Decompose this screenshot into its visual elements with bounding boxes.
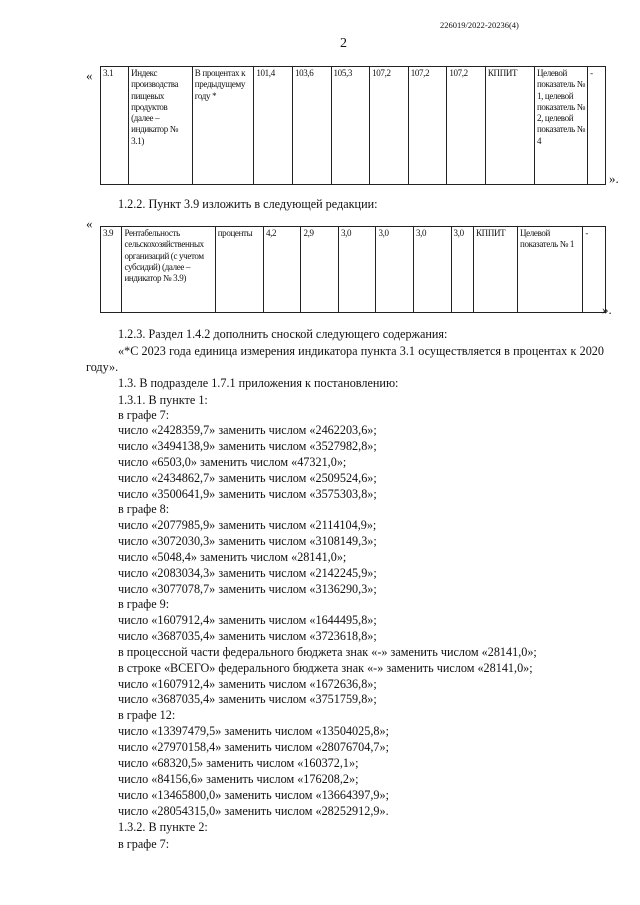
cell-last: - — [588, 67, 606, 185]
indicator-table-3-9 — [100, 226, 606, 313]
amendment-line: число «5048,4» заменить числом «28141,0»; — [118, 550, 347, 564]
cell-value: 2,9 — [301, 227, 339, 313]
paragraph-1-2-2: 1.2.2. Пункт 3.9 изложить в следующей редакции: — [118, 197, 378, 211]
amendment-line: число «84156,6» заменить числом «176208,2»; — [118, 772, 359, 786]
cell-num: 3.9 — [101, 227, 122, 313]
amendment-line: число «6503,0» заменить числом «47321,0»; — [118, 455, 347, 469]
table-row — [101, 67, 606, 185]
amendment-line: в графе 12: — [118, 708, 176, 722]
amendment-line: число «13397479,5» заменить числом «13504025,8»; — [118, 724, 389, 738]
cell-value: 101,4 — [254, 67, 293, 185]
table2-close-quote: ». — [602, 302, 612, 317]
cell-value: 107,2 — [447, 67, 486, 185]
indicator-table-3-1 — [100, 66, 606, 185]
amendment-line: 1.3.2. В пункте 2: — [118, 820, 208, 834]
amendment-line: число «2083034,3» заменить числом «2142245,9»; — [118, 566, 377, 580]
cell-executor: КППИТ — [474, 227, 518, 313]
amendment-line: в строке «ВСЕГО» федерального бюджета знак «-» заменить числом «28141,0»; — [118, 661, 533, 675]
table2-open-quote: « — [86, 216, 93, 231]
amendment-line: в графе 9: — [118, 597, 170, 611]
cell-indicator-name: Рентабельность сельскохозяйственных организаций (с учетом субсидий) (далее – индикатор № 3.9) — [122, 227, 215, 313]
cell-unit: В процентах к предыдущему году * — [192, 67, 254, 185]
amendment-line: число «2434862,7» заменить числом «2509524,6»; — [118, 471, 377, 485]
amendment-line: число «28054315,0» заменить числом «28252912,9». — [118, 804, 389, 818]
amendment-line: в графе 7: — [118, 408, 170, 422]
amendment-line: 1.3.1. В пункте 1: — [118, 393, 208, 407]
cell-value: 3,0 — [376, 227, 414, 313]
cell-target: Целевой показатель № 1 — [517, 227, 582, 313]
cell-value: 3,0 — [338, 227, 376, 313]
document-code: 226019/2022-20236(4) — [440, 20, 519, 30]
paragraph-1-2-3: 1.2.3. Раздел 1.4.2 дополнить сноской следующего содержания: — [118, 327, 448, 341]
amendment-line: число «3500641,9» заменить числом «3575303,8»; — [118, 487, 377, 501]
cell-value: 4,2 — [263, 227, 301, 313]
cell-value: 107,2 — [408, 67, 447, 185]
cell-num: 3.1 — [101, 67, 129, 185]
amendment-line: число «2428359,7» заменить числом «2462203,6»; — [118, 423, 377, 437]
amendment-line: число «3494138,9» заменить числом «3527982,8»; — [118, 439, 377, 453]
table1-open-quote: « — [86, 68, 93, 83]
amendment-line: в графе 8: — [118, 502, 170, 516]
cell-target: Целевой показатель № 1, целевой показатель № 2, целевой показатель № 4 — [534, 67, 587, 185]
amendment-line: число «3687035,4» заменить числом «3723618,8»; — [118, 629, 377, 643]
amendment-line: число «2077985,9» заменить числом «2114104,9»; — [118, 518, 377, 532]
cell-unit: проценты — [215, 227, 263, 313]
cell-value: 107,2 — [370, 67, 409, 185]
cell-indicator-name: Индекс производства пищевых продуктов (далее – индикатор № 3.1) — [129, 67, 193, 185]
amendment-line: 1.3. В подразделе 1.7.1 приложения к постановлению: — [118, 376, 399, 390]
footnote-text: «*С 2023 года единица измерения индикатора пункта 3.1 осуществляется в процентах к 2020 году». — [86, 344, 604, 374]
cell-value: 3,0 — [414, 227, 452, 313]
amendment-line: число «68320,5» заменить числом «160372,1»; — [118, 756, 359, 770]
amendment-line: число «13465800,0» заменить числом «13664397,9»; — [118, 788, 389, 802]
amendment-line: число «1607912,4» заменить числом «1672636,8»; — [118, 677, 377, 691]
amendment-line: число «3072030,3» заменить числом «3108149,3»; — [118, 534, 377, 548]
page-number: 2 — [340, 36, 347, 51]
cell-executor: КППИТ — [485, 67, 534, 185]
table1-close-quote: ». — [609, 171, 619, 186]
amendment-line: число «1607912,4» заменить числом «1644495,8»; — [118, 613, 377, 627]
cell-value: 3,0 — [451, 227, 474, 313]
amendment-line: число «27970158,4» заменить числом «28076704,7»; — [118, 740, 389, 754]
amendment-line: число «3687035,4» заменить числом «3751759,8»; — [118, 692, 377, 706]
amendment-line: число «3077078,7» заменить числом «3136290,3»; — [118, 582, 377, 596]
table-row — [101, 227, 606, 313]
cell-value: 103,6 — [292, 67, 331, 185]
cell-last: - — [583, 227, 606, 313]
cell-value: 105,3 — [331, 67, 370, 185]
amendment-line: в процессной части федерального бюджета знак «-» заменить числом «28141,0»; — [118, 645, 537, 659]
amendment-line: в графе 7: — [118, 837, 170, 851]
